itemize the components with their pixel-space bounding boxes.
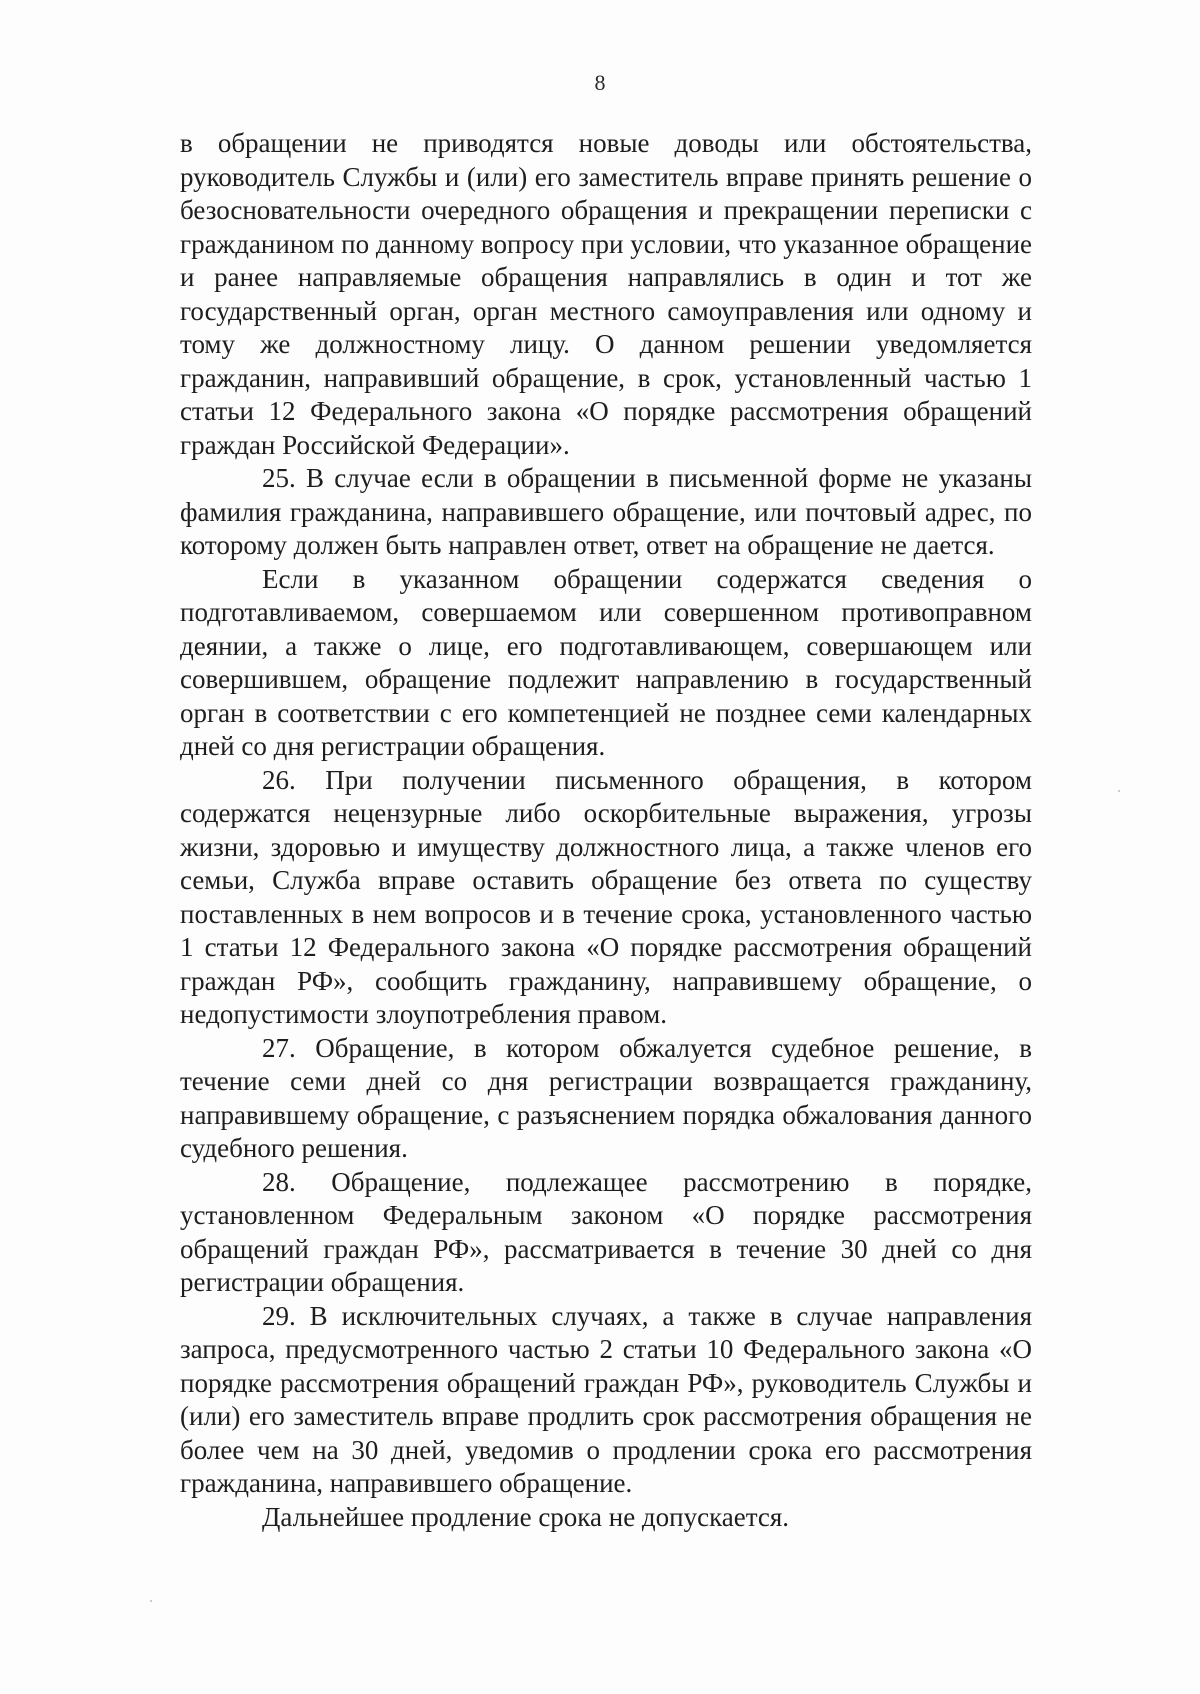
page-number: 8 [594,70,606,95]
paragraph-item-27: 27. Обращение, в котором обжалуется судебное решение, в течение семи дней со дня регистрации возвращается гражданину, направившему обращение, с разъяснением порядка обжалования данного судебного решения. [180,1032,1032,1163]
paragraph-continuation: в обращении не приводятся новые доводы или обстоятельства, руководитель Службы и (или) его заместитель вправе принять решение о безосновательности очередного обращения и прекращении переписки с гражданином по данному вопросу при условии, что указанное обращение и ранее направляемые обращения направлялись в один и тот же государственный орган, орган местного самоуправления или одному и тому же должностному лицу. О данном решении уведомляется гражданин, направивший обращение, в срок, установленный частью 1 статьи 12 Федерального закона «О порядке рассмотрения обращений граждан Российской Федерации». [180,128,1032,460]
scan-speck [150,1600,152,1602]
scan-speck [1118,790,1120,792]
paragraph-item-25: 25. В случае если в обращении в письменной форме не указаны фамилия гражданина, направившего обращение, или почтовый адрес, по которому должен быть направлен ответ, ответ на обращение не дается. [180,463,1032,560]
paragraph-item-26: 26. При получении письменного обращения, в котором содержатся нецензурные либо оскорбительные выражения, угрозы жизни, здоровью и имуществу должностного лица, а также членов его семьи, Служба вправе оставить обращение без ответа по существу поставленных в нем вопросов и в течение срока, установленного частью 1 статьи 12 Федерального закона «О порядке рассмотрения обращений граждан РФ», сообщить гражданину, направившему обращение, о недопустимости злоупотребления правом. [180,764,1032,1029]
paragraph-item-29-addendum: Дальнейшее продление срока не допускается. [262,1501,790,1532]
document-body [180,127,1032,1534]
paragraph-item-25-addendum: Если в указанном обращении содержатся сведения о подготавливаемом, совершаемом или совершенном противоправном деянии, а также о лице, его подготавливающем, совершающем или совершившем, обращение подлежит направлению в государственный орган в соответствии с его компетенцией не позднее семи календарных дней со дня регистрации обращения. [180,563,1032,761]
paragraph-item-29: 29. В исключительных случаях, а также в случае направления запроса, предусмотренного частью 2 статьи 10 Федерального закона «О порядке рассмотрения обращений граждан РФ», руководитель Службы и (или) его заместитель вправе продлить срок рассмотрения обращения не более чем на 30 дней, уведомив о продлении срока его рассмотрения гражданина, направившего обращение. [180,1300,1032,1498]
paragraph-item-28: 28. Обращение, подлежащее рассмотрению в порядке, установленном Федеральным законом «О порядке рассмотрения обращений граждан РФ», рассматривается в течение 30 дней со дня регистрации обращения. [180,1166,1032,1297]
